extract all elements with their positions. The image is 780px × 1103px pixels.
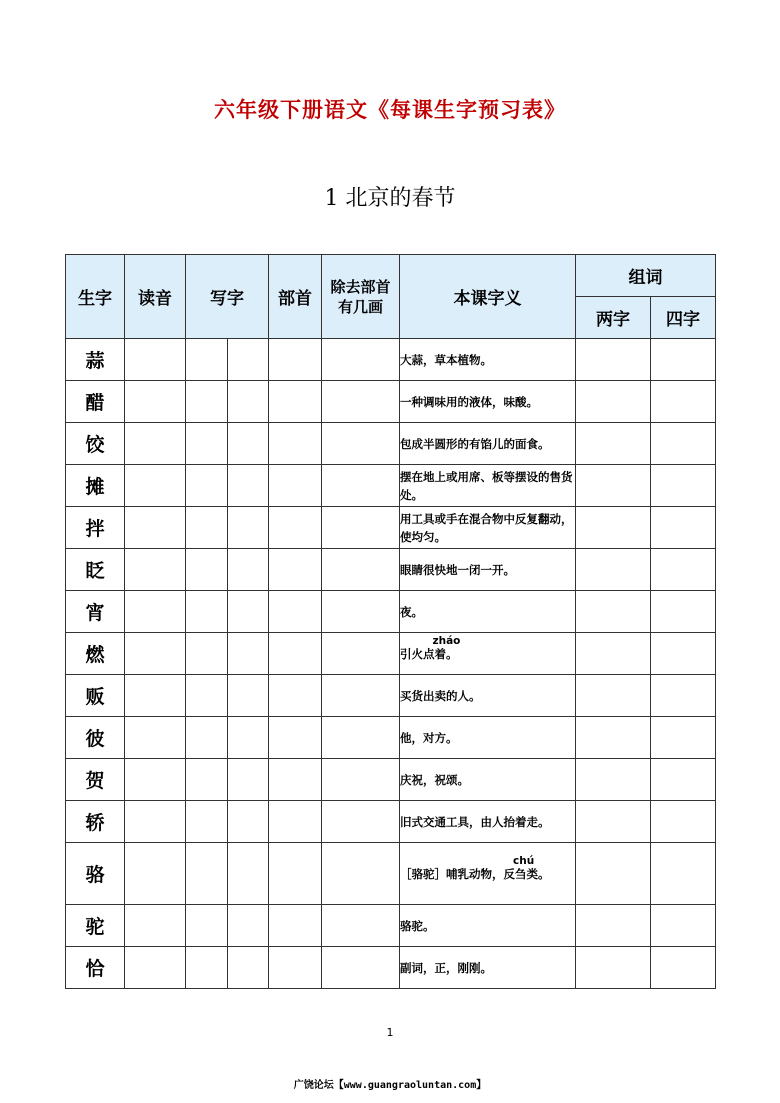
writing-cell-1[interactable] bbox=[186, 675, 228, 717]
strokes-cell[interactable] bbox=[322, 801, 400, 843]
writing-cell-1[interactable] bbox=[186, 507, 228, 549]
table-body bbox=[66, 339, 716, 989]
strokes-cell[interactable] bbox=[322, 381, 400, 423]
row-meaning bbox=[400, 843, 576, 905]
pronunciation-cell[interactable] bbox=[125, 381, 186, 423]
document-title: 六年级下册语文《每课生字预习表》 bbox=[214, 98, 566, 122]
character-preview-table bbox=[65, 254, 716, 989]
pinyin-annotation: chú bbox=[513, 854, 535, 867]
writing-cell-2[interactable] bbox=[228, 947, 269, 989]
row-character: 宵 bbox=[66, 591, 125, 633]
header-strokes bbox=[322, 255, 400, 339]
strokes-cell[interactable] bbox=[322, 905, 400, 947]
writing-cell-1[interactable] bbox=[186, 759, 228, 801]
four-char-word-cell[interactable] bbox=[651, 465, 716, 507]
row-character: 骆 bbox=[66, 843, 125, 905]
table-row bbox=[66, 947, 716, 989]
two-char-word-cell[interactable] bbox=[576, 423, 651, 465]
page-number: 1 bbox=[386, 1026, 394, 1039]
pronunciation-cell[interactable] bbox=[125, 339, 186, 381]
writing-cell-2[interactable] bbox=[228, 423, 269, 465]
strokes-cell[interactable] bbox=[322, 423, 400, 465]
radical-cell[interactable] bbox=[269, 843, 322, 905]
strokes-cell[interactable] bbox=[322, 633, 400, 675]
header-strokes-line2: 有几画 bbox=[337, 297, 383, 316]
meaning-text-pre: ［骆驼］哺乳动物，反 bbox=[400, 866, 515, 881]
writing-cell-2[interactable] bbox=[228, 507, 269, 549]
pronunciation-cell[interactable] bbox=[125, 905, 186, 947]
row-character: 醋 bbox=[66, 381, 125, 423]
row-meaning: 一种调味用的液体，味酸。 bbox=[400, 381, 576, 423]
table-row bbox=[66, 843, 716, 905]
table-row bbox=[66, 465, 716, 507]
four-char-word-cell[interactable] bbox=[651, 947, 716, 989]
two-char-word-cell[interactable] bbox=[576, 549, 651, 591]
two-char-word-cell[interactable] bbox=[576, 717, 651, 759]
four-char-word-cell[interactable] bbox=[651, 801, 716, 843]
header-writing: 写字 bbox=[186, 255, 269, 339]
writing-cell-2[interactable] bbox=[228, 905, 269, 947]
table-row bbox=[66, 507, 716, 549]
table-row bbox=[66, 381, 716, 423]
row-meaning: 用工具或手在混合物中反复翻动，使均匀。 bbox=[400, 507, 576, 549]
table-row bbox=[66, 675, 716, 717]
row-character: 饺 bbox=[66, 423, 125, 465]
writing-cell-2[interactable] bbox=[228, 591, 269, 633]
row-character: 驼 bbox=[66, 905, 125, 947]
writing-cell-1[interactable] bbox=[186, 843, 228, 905]
writing-cell-2[interactable] bbox=[228, 465, 269, 507]
strokes-cell[interactable] bbox=[322, 717, 400, 759]
header-radical: 部首 bbox=[269, 255, 322, 339]
writing-cell-1[interactable] bbox=[186, 633, 228, 675]
writing-cell-2[interactable] bbox=[228, 633, 269, 675]
table-row bbox=[66, 759, 716, 801]
four-char-word-cell[interactable] bbox=[651, 905, 716, 947]
four-char-word-cell[interactable] bbox=[651, 507, 716, 549]
writing-cell-2[interactable] bbox=[228, 843, 269, 905]
row-meaning: 包成半圆形的有馅儿的面食。 bbox=[400, 423, 576, 465]
two-char-word-cell[interactable] bbox=[576, 507, 651, 549]
lesson-title: 1 北京的春节 bbox=[324, 186, 456, 211]
pronunciation-cell[interactable] bbox=[125, 801, 186, 843]
two-char-word-cell[interactable] bbox=[576, 947, 651, 989]
row-character: 彼 bbox=[66, 717, 125, 759]
strokes-cell[interactable] bbox=[322, 591, 400, 633]
row-meaning: 旧式交通工具，由人抬着走。 bbox=[400, 801, 576, 843]
strokes-cell[interactable] bbox=[322, 465, 400, 507]
four-char-word-cell[interactable] bbox=[651, 675, 716, 717]
row-meaning: 大蒜，草本植物。 bbox=[400, 339, 576, 381]
writing-cell-2[interactable] bbox=[228, 717, 269, 759]
four-char-word-cell[interactable] bbox=[651, 549, 716, 591]
table-row bbox=[66, 905, 716, 947]
writing-cell-2[interactable] bbox=[228, 801, 269, 843]
four-char-word-cell[interactable] bbox=[651, 717, 716, 759]
table-row bbox=[66, 549, 716, 591]
row-meaning: 眼睛很快地一闭一开。 bbox=[400, 549, 576, 591]
pronunciation-cell[interactable] bbox=[125, 717, 186, 759]
row-meaning: 夜。 bbox=[400, 591, 576, 633]
two-char-word-cell[interactable] bbox=[576, 759, 651, 801]
header-strokes-line1: 除去部首 bbox=[330, 277, 391, 296]
writing-cell-2[interactable] bbox=[228, 549, 269, 591]
two-char-word-cell[interactable] bbox=[576, 339, 651, 381]
strokes-cell[interactable] bbox=[322, 675, 400, 717]
pronunciation-cell[interactable] bbox=[125, 947, 186, 989]
radical-cell[interactable] bbox=[269, 591, 322, 633]
radical-cell[interactable] bbox=[269, 507, 322, 549]
row-meaning: 庆祝，祝颂。 bbox=[400, 759, 576, 801]
writing-cell-1[interactable] bbox=[186, 947, 228, 989]
table-row bbox=[66, 423, 716, 465]
table-row bbox=[66, 339, 716, 381]
radical-cell[interactable] bbox=[269, 549, 322, 591]
meaning-text-pre: 引火点 bbox=[400, 646, 435, 661]
two-char-word-cell[interactable] bbox=[576, 843, 651, 905]
two-char-word-cell[interactable] bbox=[576, 905, 651, 947]
writing-cell-2[interactable] bbox=[228, 339, 269, 381]
footer-site: 广饶论坛【www.guangraoluntan.com】 bbox=[293, 1080, 487, 1091]
strokes-cell[interactable] bbox=[322, 759, 400, 801]
radical-cell[interactable] bbox=[269, 905, 322, 947]
ruby-base: 刍 bbox=[515, 866, 527, 881]
ruby-annotated-char bbox=[432, 634, 461, 663]
strokes-cell[interactable] bbox=[322, 339, 400, 381]
writing-cell-2[interactable] bbox=[228, 675, 269, 717]
radical-cell[interactable] bbox=[269, 801, 322, 843]
pronunciation-cell[interactable] bbox=[125, 549, 186, 591]
table-row bbox=[66, 717, 716, 759]
two-char-word-cell[interactable] bbox=[576, 465, 651, 507]
writing-cell-1[interactable] bbox=[186, 465, 228, 507]
header-pronunciation: 读音 bbox=[125, 255, 186, 339]
pronunciation-cell[interactable] bbox=[125, 465, 186, 507]
writing-cell-1[interactable] bbox=[186, 381, 228, 423]
pronunciation-cell[interactable] bbox=[125, 675, 186, 717]
radical-cell[interactable] bbox=[269, 465, 322, 507]
four-char-word-cell[interactable] bbox=[651, 381, 716, 423]
writing-cell-1[interactable] bbox=[186, 905, 228, 947]
header-meaning: 本课字义 bbox=[400, 255, 576, 339]
ruby-base: 着 bbox=[434, 646, 446, 661]
two-char-word-cell[interactable] bbox=[576, 675, 651, 717]
row-character: 恰 bbox=[66, 947, 125, 989]
row-character: 眨 bbox=[66, 549, 125, 591]
row-character: 拌 bbox=[66, 507, 125, 549]
radical-cell[interactable] bbox=[269, 947, 322, 989]
four-char-word-cell[interactable] bbox=[651, 633, 716, 675]
pronunciation-cell[interactable] bbox=[125, 423, 186, 465]
header-words: 组词 bbox=[576, 255, 716, 297]
row-character: 摊 bbox=[66, 465, 125, 507]
strokes-cell[interactable] bbox=[322, 947, 400, 989]
writing-cell-1[interactable] bbox=[186, 423, 228, 465]
strokes-cell[interactable] bbox=[322, 549, 400, 591]
two-char-word-cell[interactable] bbox=[576, 633, 651, 675]
row-meaning: 他，对方。 bbox=[400, 717, 576, 759]
pinyin-annotation: zháo bbox=[432, 634, 461, 647]
two-char-word-cell[interactable] bbox=[576, 801, 651, 843]
pronunciation-cell[interactable] bbox=[125, 843, 186, 905]
header-two-char: 两字 bbox=[576, 297, 651, 339]
writing-cell-2[interactable] bbox=[228, 381, 269, 423]
strokes-cell[interactable] bbox=[322, 507, 400, 549]
pronunciation-cell[interactable] bbox=[125, 633, 186, 675]
four-char-word-cell[interactable] bbox=[651, 339, 716, 381]
four-char-word-cell[interactable] bbox=[651, 423, 716, 465]
radical-cell[interactable] bbox=[269, 675, 322, 717]
radical-cell[interactable] bbox=[269, 633, 322, 675]
row-meaning: 骆驼。 bbox=[400, 905, 576, 947]
writing-cell-1[interactable] bbox=[186, 591, 228, 633]
row-character: 燃 bbox=[66, 633, 125, 675]
radical-cell[interactable] bbox=[269, 423, 322, 465]
row-meaning: 摆在地上或用席、板等摆设的售货处。 bbox=[400, 465, 576, 507]
row-character: 轿 bbox=[66, 801, 125, 843]
table-row bbox=[66, 633, 716, 675]
radical-cell[interactable] bbox=[269, 339, 322, 381]
header-char: 生字 bbox=[66, 255, 125, 339]
table-row bbox=[66, 591, 716, 633]
table-row bbox=[66, 801, 716, 843]
row-character: 蒜 bbox=[66, 339, 125, 381]
four-char-word-cell[interactable] bbox=[651, 591, 716, 633]
writing-cell-1[interactable] bbox=[186, 549, 228, 591]
row-character: 贩 bbox=[66, 675, 125, 717]
header-four-char: 四字 bbox=[651, 297, 716, 339]
meaning-text-post: 类。 bbox=[526, 866, 550, 881]
writing-cell-2[interactable] bbox=[228, 759, 269, 801]
radical-cell[interactable] bbox=[269, 381, 322, 423]
strokes-cell[interactable] bbox=[322, 843, 400, 905]
writing-cell-1[interactable] bbox=[186, 801, 228, 843]
ruby-annotated-char bbox=[513, 854, 535, 883]
row-meaning bbox=[400, 633, 576, 675]
row-meaning: 副词，正，刚刚。 bbox=[400, 947, 576, 989]
radical-cell[interactable] bbox=[269, 717, 322, 759]
writing-cell-1[interactable] bbox=[186, 717, 228, 759]
four-char-word-cell[interactable] bbox=[651, 843, 716, 905]
pronunciation-cell[interactable] bbox=[125, 759, 186, 801]
radical-cell[interactable] bbox=[269, 759, 322, 801]
pronunciation-cell[interactable] bbox=[125, 591, 186, 633]
four-char-word-cell[interactable] bbox=[651, 759, 716, 801]
two-char-word-cell[interactable] bbox=[576, 381, 651, 423]
row-character: 贺 bbox=[66, 759, 125, 801]
writing-cell-1[interactable] bbox=[186, 339, 228, 381]
pronunciation-cell[interactable] bbox=[125, 507, 186, 549]
two-char-word-cell[interactable] bbox=[576, 591, 651, 633]
row-meaning: 买货出卖的人。 bbox=[400, 675, 576, 717]
meaning-text-post: 。 bbox=[446, 646, 458, 661]
